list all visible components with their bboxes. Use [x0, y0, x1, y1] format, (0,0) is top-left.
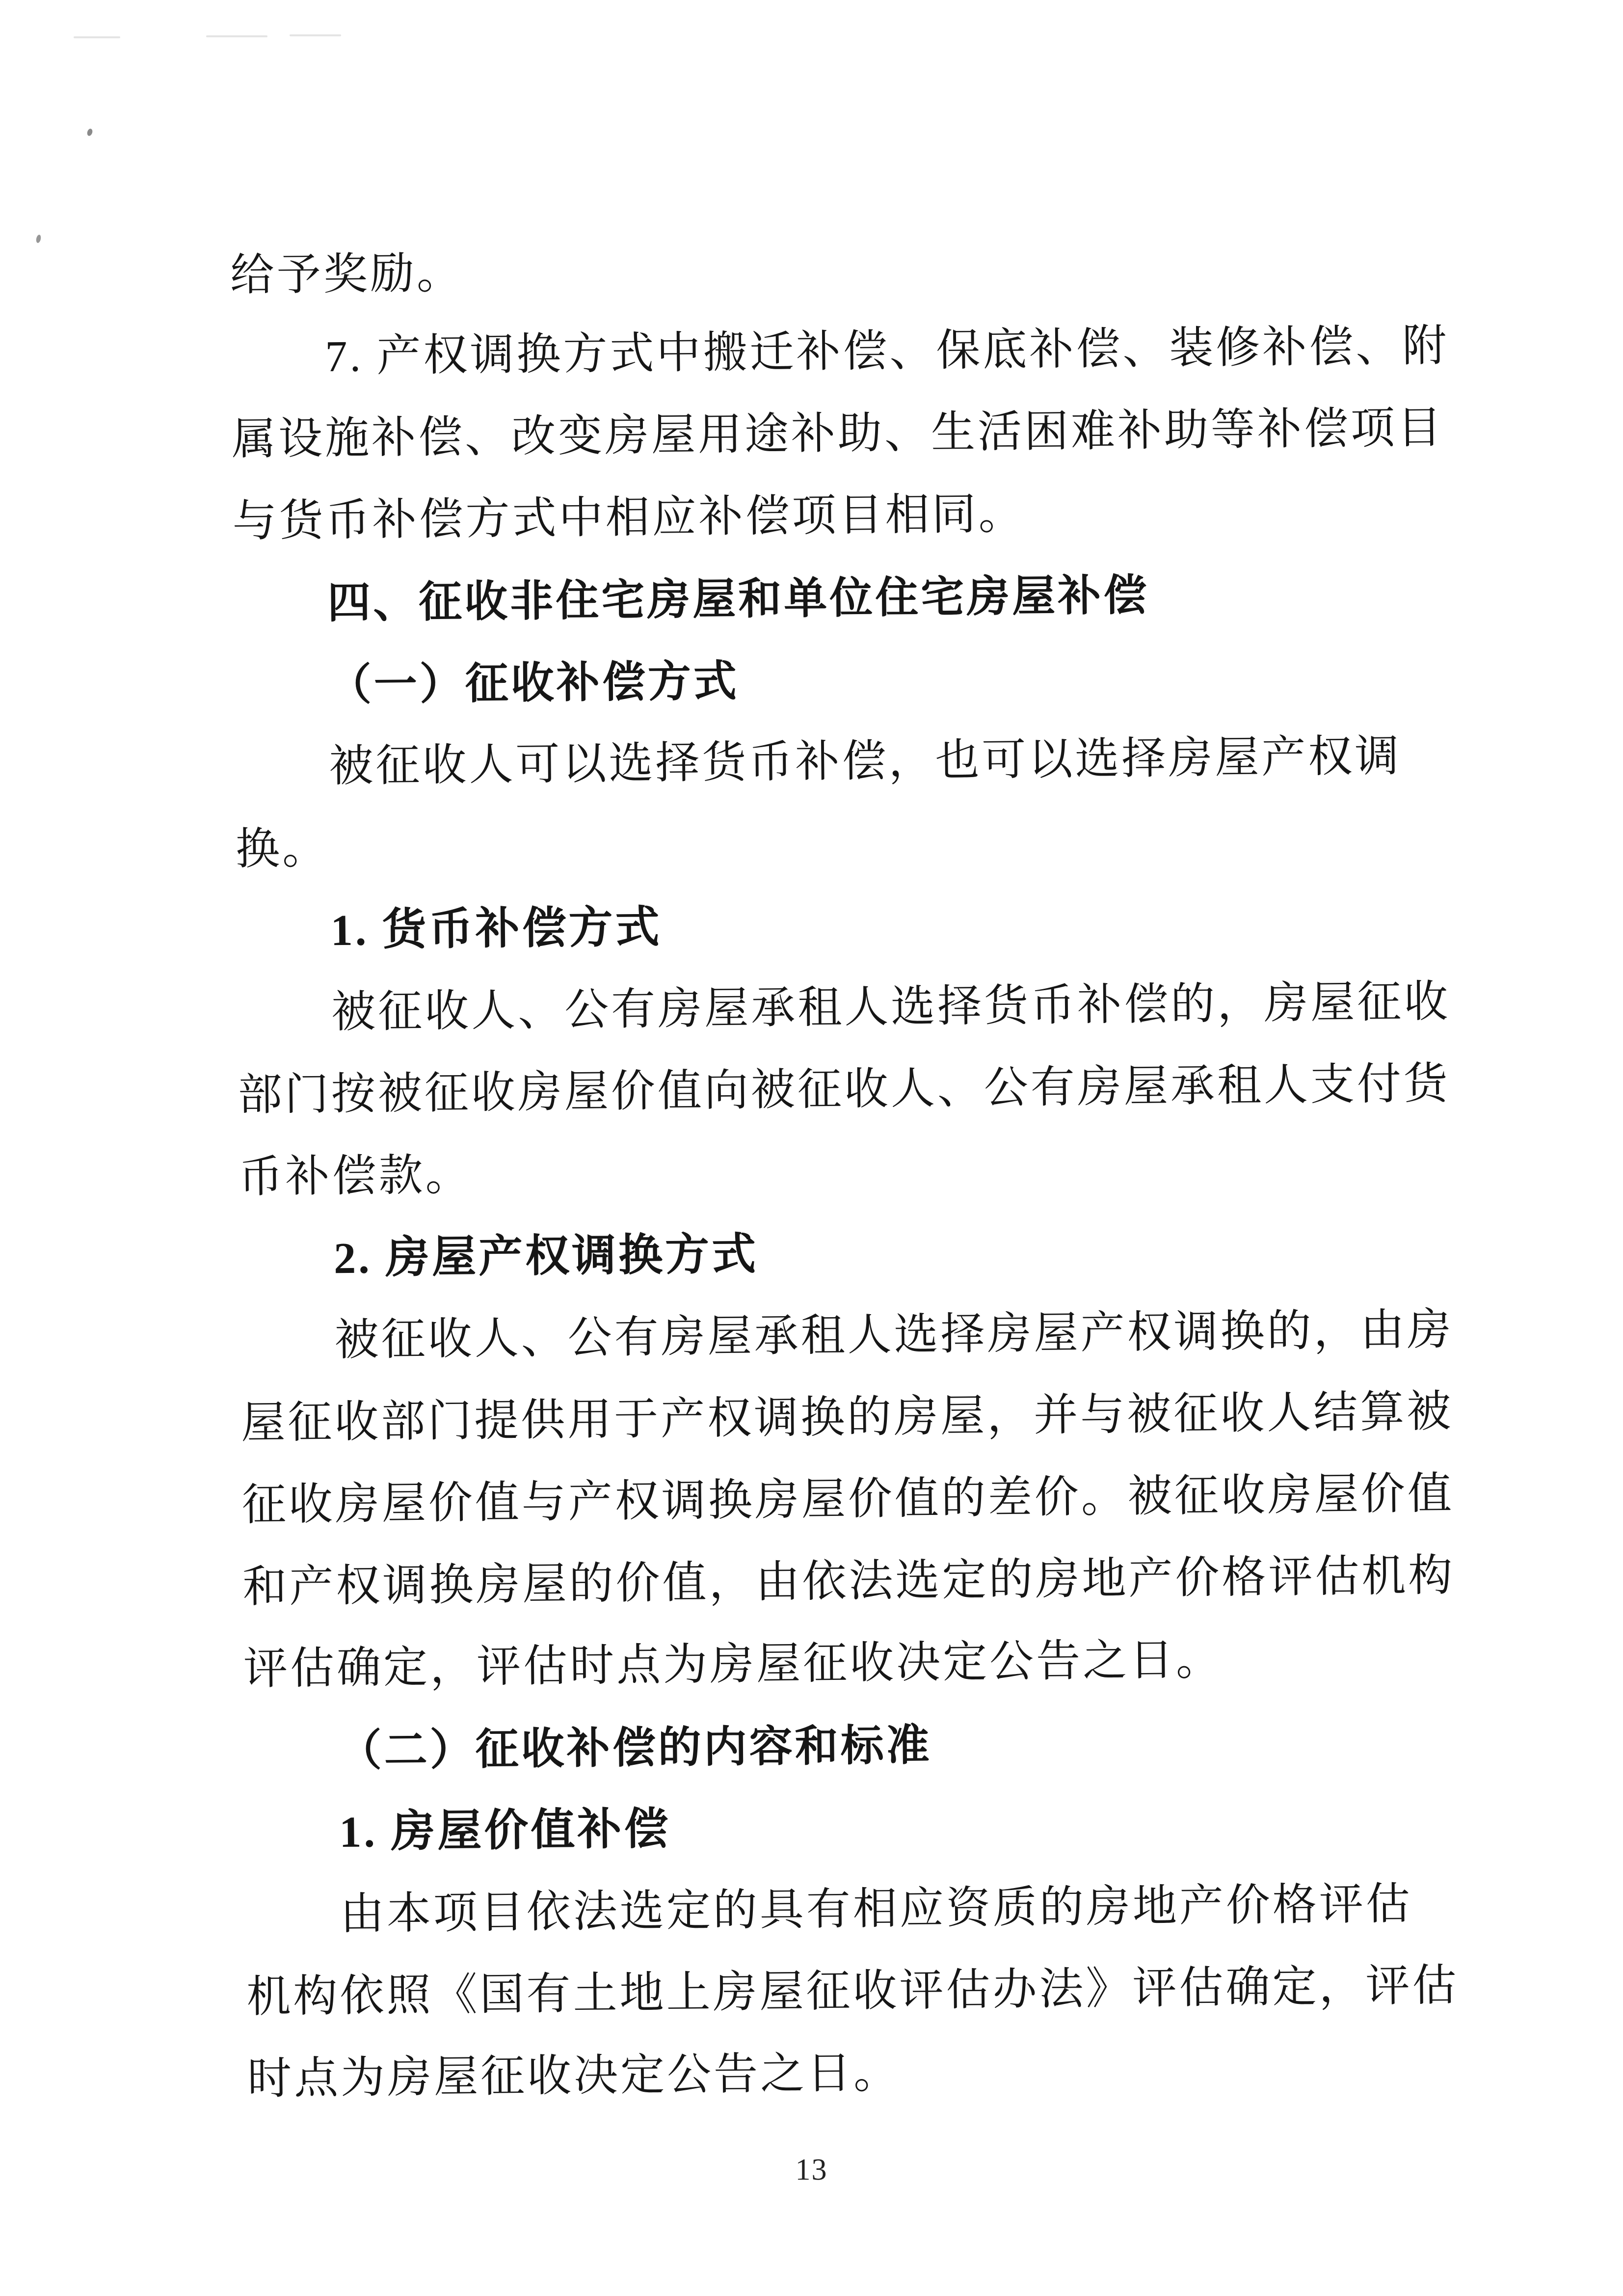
text-line: 机构依照《国有土地上房屋征收评估办法》评估确定，评估	[246, 1961, 1459, 2022]
text-line: 由本项目依法选定的具有相应资质的房地产价格评估	[340, 1880, 1413, 1939]
text-line: 与货币补偿方式中相应补偿项目相同。	[232, 489, 1026, 546]
heading-line: 四、征收非住宅房屋和单位住宅房屋补偿	[327, 570, 1149, 627]
text-line: 被征收人、公有房屋承租人选择货币补偿的，房屋征收	[331, 977, 1451, 1037]
page-number: 13	[795, 2153, 828, 2187]
scan-streak-artifact	[206, 35, 267, 37]
text-line: 评估确定，评估时点为房屋征收决定公告之日。	[243, 1635, 1223, 1694]
text-line: 部门按被征收房屋价值向被征收人、公有房屋承租人支付货	[238, 1059, 1451, 1120]
text-line: 屋征收部门提供用于产权调换的房屋，并与被征收人结算被	[240, 1387, 1454, 1448]
text-line: 被征收人、公有房屋承租人选择房屋产权调换的，由房	[334, 1305, 1454, 1365]
scan-streak-artifact	[74, 36, 120, 38]
heading-line: 1. 房屋价值补偿	[339, 1805, 671, 1857]
heading-line: （二）征收补偿的内容和标准	[338, 1720, 932, 1775]
document-body	[230, 223, 1490, 2120]
heading-line: 2. 房屋产权调换方式	[333, 1230, 759, 1283]
text-line: 给予奖励。	[230, 249, 464, 300]
text-line: 币补偿款。	[239, 1151, 472, 1202]
text-line: 被征收人可以选择货币补偿，也可以选择房屋产权调	[328, 732, 1402, 791]
text-line: 属设施补偿、改变房屋用途补助、生活困难补助等补偿项目	[231, 404, 1444, 464]
text-line: 和产权调换房屋的价值，由依法选定的房地产价格评估机构	[242, 1551, 1455, 1612]
heading-line: 1. 货币补偿方式	[330, 903, 663, 955]
text-line: 征收房屋价值与产权调换房屋价值的差价。被征收房屋价值	[241, 1469, 1455, 1530]
text-line: 7. 产权调换方式中搬迁补偿、保底补偿、装修补偿、附	[324, 322, 1449, 381]
scan-speck-artifact	[35, 234, 41, 243]
scan-streak-artifact	[290, 34, 341, 36]
text-line: 时点为房屋征收决定公告之日。	[247, 2049, 901, 2104]
scan-speck-artifact	[86, 128, 93, 136]
heading-line: （一）征收补偿方式	[328, 656, 740, 709]
text-line: 换。	[235, 824, 329, 874]
